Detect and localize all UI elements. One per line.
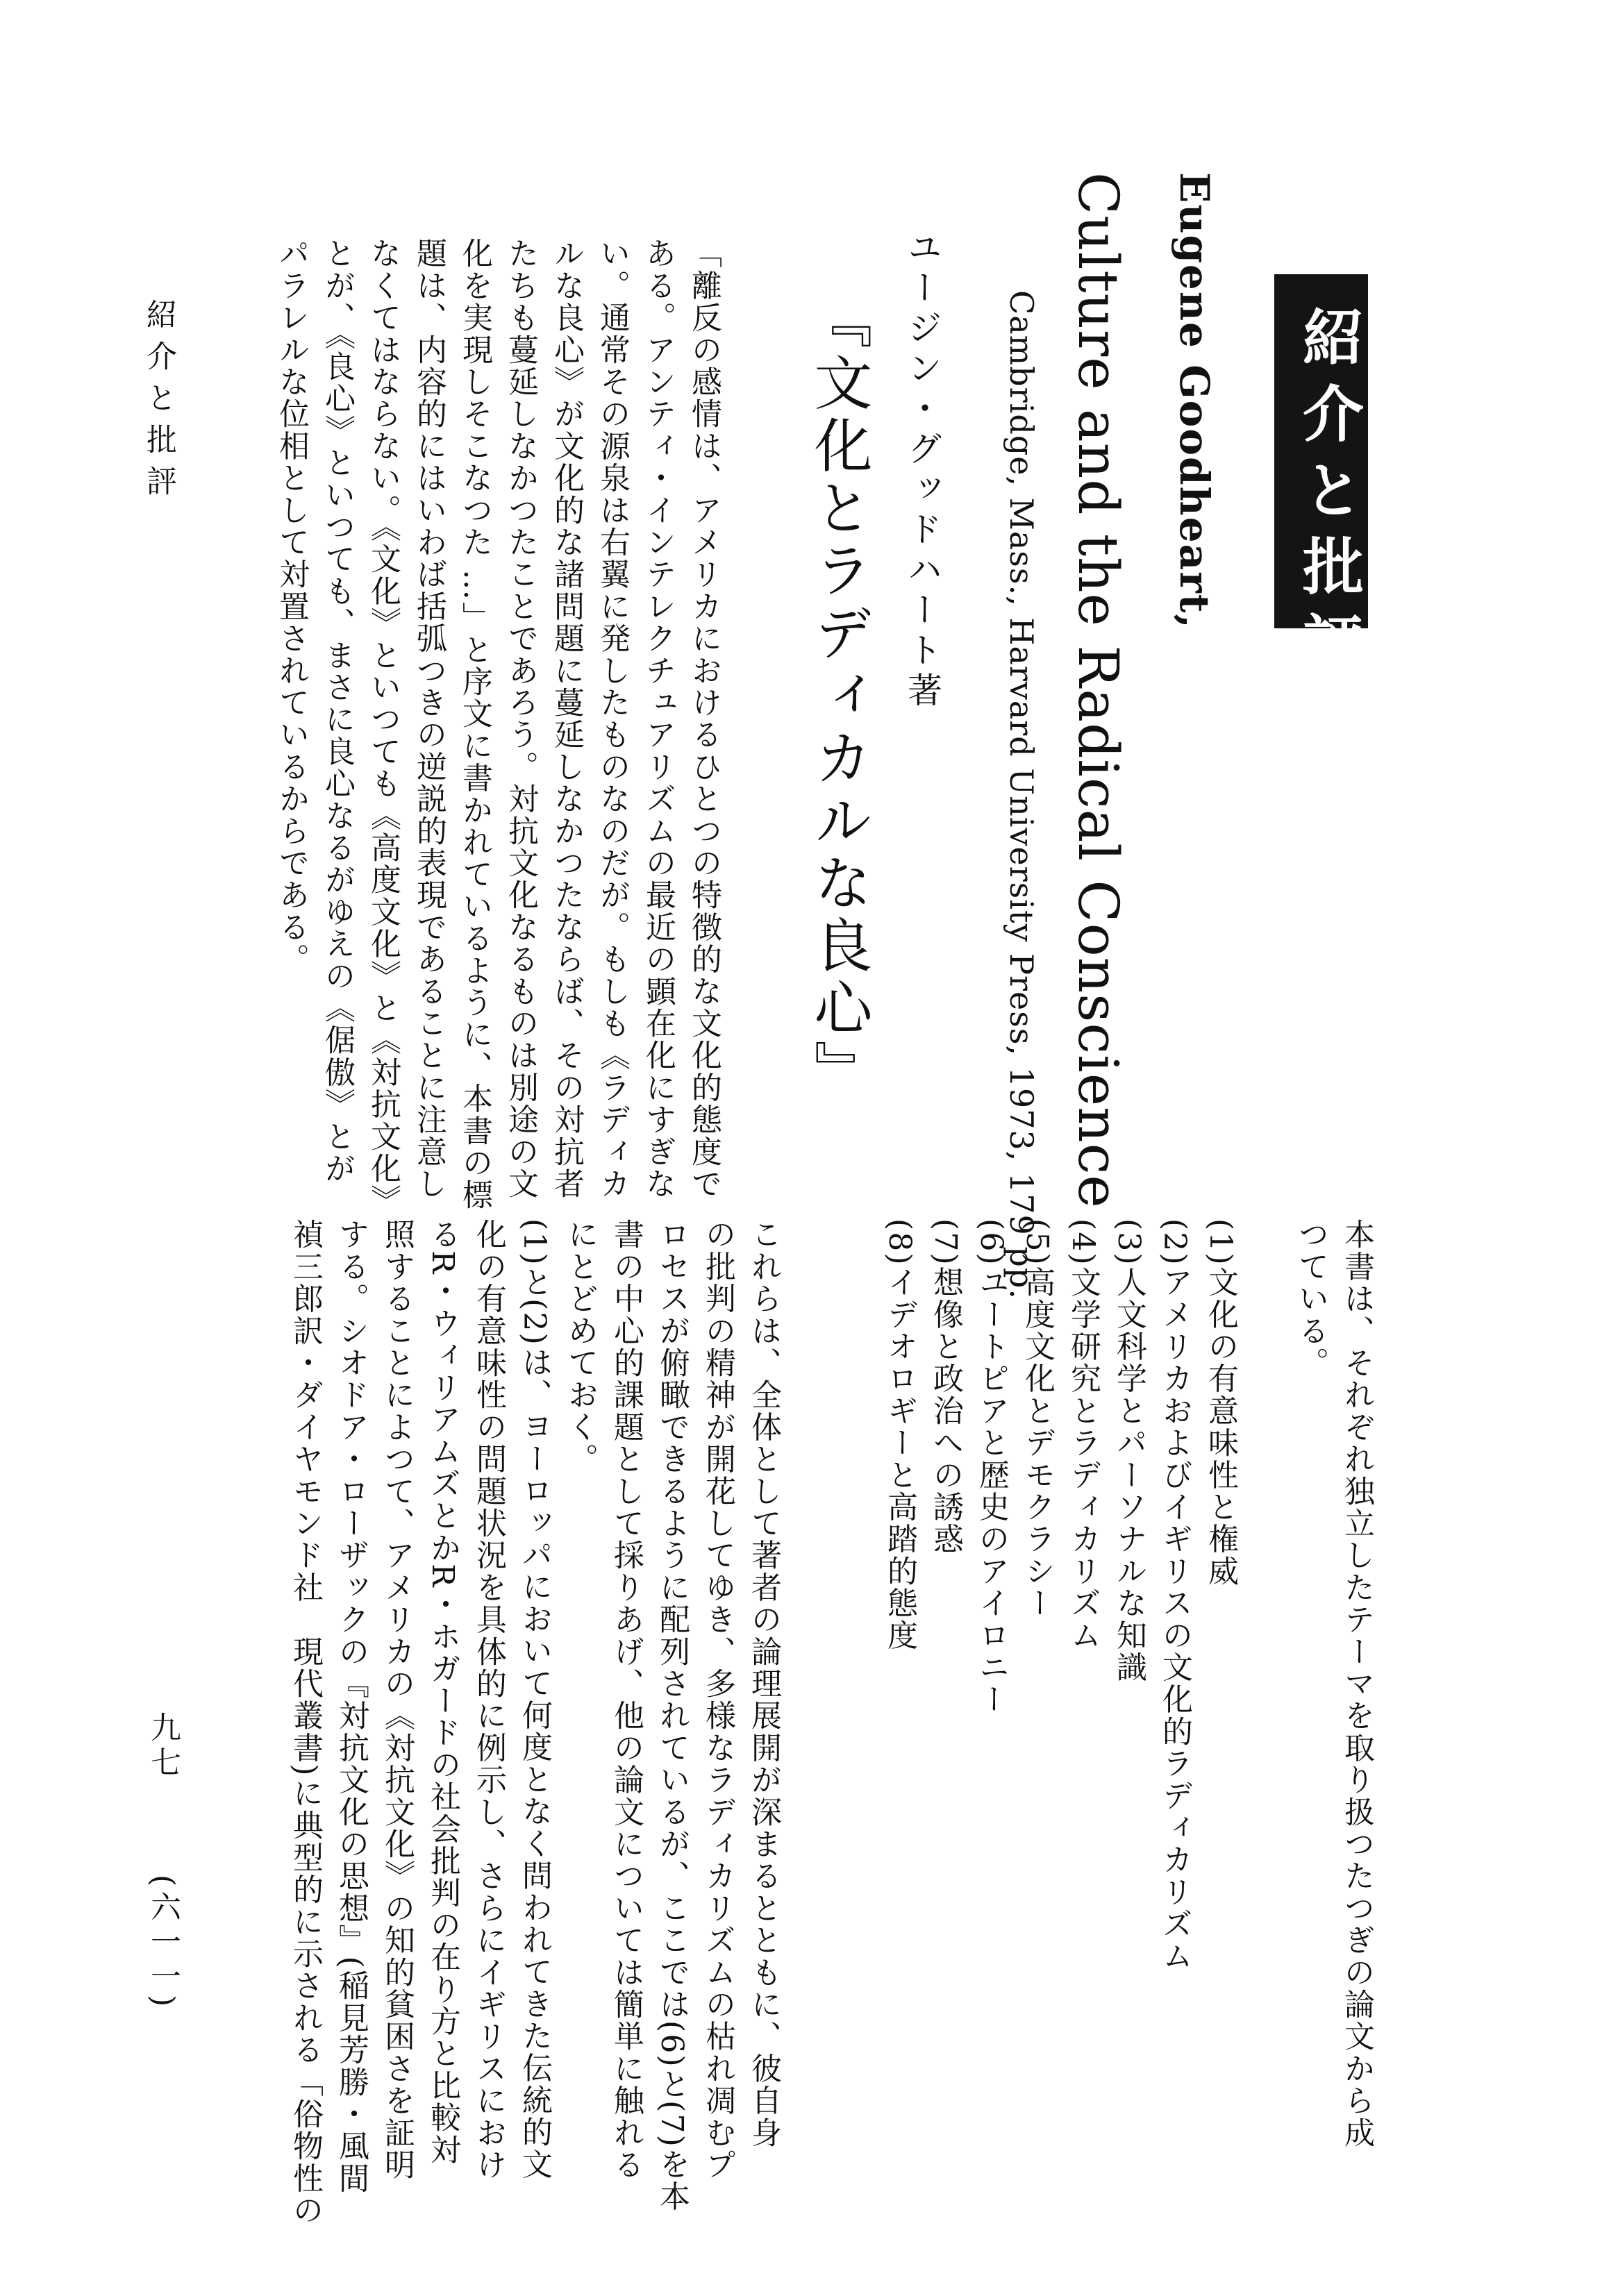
upper-body-line: い。通常その源泉は右翼に発したものなのだが。もしも《ラディカ xyxy=(594,237,630,1200)
contents-item: (3)人文科学とパーソナルな知識 xyxy=(1111,1218,1146,1684)
contents-item: (1)文化の有意味性と権威 xyxy=(1203,1218,1238,1587)
lower-body-line: にとどめておく。 xyxy=(562,1218,598,1475)
upper-body-line: 題は、内容的にはいわば括弧つきの逆説的表現であることに注意し xyxy=(411,237,447,1200)
upper-body-line: とが、《良心》といつても、まさに良心なるがゆえの《倨傲》とが xyxy=(319,237,355,1184)
lower-body-line: 禎三郎訳・ダイヤモンド社 現代叢書)に典型的に示される「俗物性の xyxy=(287,1218,323,2227)
lower-body-line: ロセスが俯瞰できるように配列されているが、ここでは(6)と(7)を本 xyxy=(654,1218,690,2213)
page-number: (六一一) xyxy=(145,1875,181,2011)
contents-item: (7)想像と政治への誘惑 xyxy=(928,1218,963,1555)
contents-item: (6)ユートピアと歴史のアイロニー xyxy=(974,1218,1009,1716)
running-head: 紹介と批評 xyxy=(141,299,176,507)
lower-body-line: の批判の精神が開花してゆき、多様なラディカリズムの枯れ凋むプ xyxy=(700,1218,735,2181)
lower-body-line: 照することによつて、アメリカの《対抗文化》の知的貧困さを証明 xyxy=(379,1218,415,2181)
contents-item: (2)アメリカおよびイギリスの文化的ラディカリズム xyxy=(1157,1218,1192,1972)
lower-body-line: 書の中心的課題として採りあげ、他の論文については簡単に触れる xyxy=(608,1218,644,2181)
book-author-english: Eugene Goodheart, xyxy=(1171,172,1218,630)
book-author-japanese: ユージン・グッドハート著 xyxy=(902,229,942,712)
contents-item: (4)文学研究とラディカリズム xyxy=(1065,1218,1101,1652)
contents-item: (5)高度文化とデモクラシー xyxy=(1019,1218,1055,1620)
upper-body-line: ルな良心》が文化的な諸問題に蔓延しなかつたならば、その対抗者 xyxy=(549,237,584,1200)
contents-item: (8)イデオロギーと高踏的態度 xyxy=(882,1218,917,1652)
lower-body-line: (1)と(2)は、ヨーロッパにおいて何度となく問われてきた伝統的文 xyxy=(517,1218,552,2181)
upper-body-line: ある。アンティ・インテレクチュアリズムの最近の顕在化にすぎな xyxy=(640,237,676,1200)
lower-body-line: これらは、全体として著者の論理展開が深まるとともに、彼自身 xyxy=(746,1218,781,2149)
upper-body-line: パラレルな位相として対置されているからである。 xyxy=(274,237,309,975)
upper-body-line: なくてはならない。《文化》といつても《高度文化》と《対抗文化》 xyxy=(365,237,401,1217)
section-heading: 紹介と批評 xyxy=(1293,305,1365,687)
book-publication-info: Cambridge, Mass., Harvard University Press, 1973, 179 pp. xyxy=(1003,290,1040,1300)
book-title-japanese: 『文化とラディカルな良心』 xyxy=(805,290,873,1103)
lower-body-line: るR・ウィリアムズとかR・ホガードの社会批判の在り方と比較対 xyxy=(425,1218,460,2166)
lower-intro-line: 本書は、それぞれ独立したテーマを取り扱つたつぎの論文から成 xyxy=(1339,1218,1374,2149)
lower-body-line: 化の有意味性の問題状況を具体的に例示し、さらにイギリスにおけ xyxy=(471,1218,506,2181)
lower-intro-line: つている。 xyxy=(1293,1218,1328,1379)
upper-body-line: たちも蔓延しなかつたことであろう。対抗文化なるものは別途の文 xyxy=(503,237,538,1200)
book-title-english: Culture and the Radical Conscience xyxy=(1066,172,1131,1209)
page-number-kanji: 九七 xyxy=(145,1711,181,1781)
upper-body-line: 化を実現しそこなつた …」と序文に書かれているように、本書の標 xyxy=(457,237,492,1212)
lower-body-line: する。シオドア・ローザックの『対抗文化の思想』(稲見芳勝・風間 xyxy=(333,1218,369,2195)
upper-body-line: 「離反の感情は、アメリカにおけるひとつの特徴的な文化的態度で xyxy=(686,237,722,1200)
